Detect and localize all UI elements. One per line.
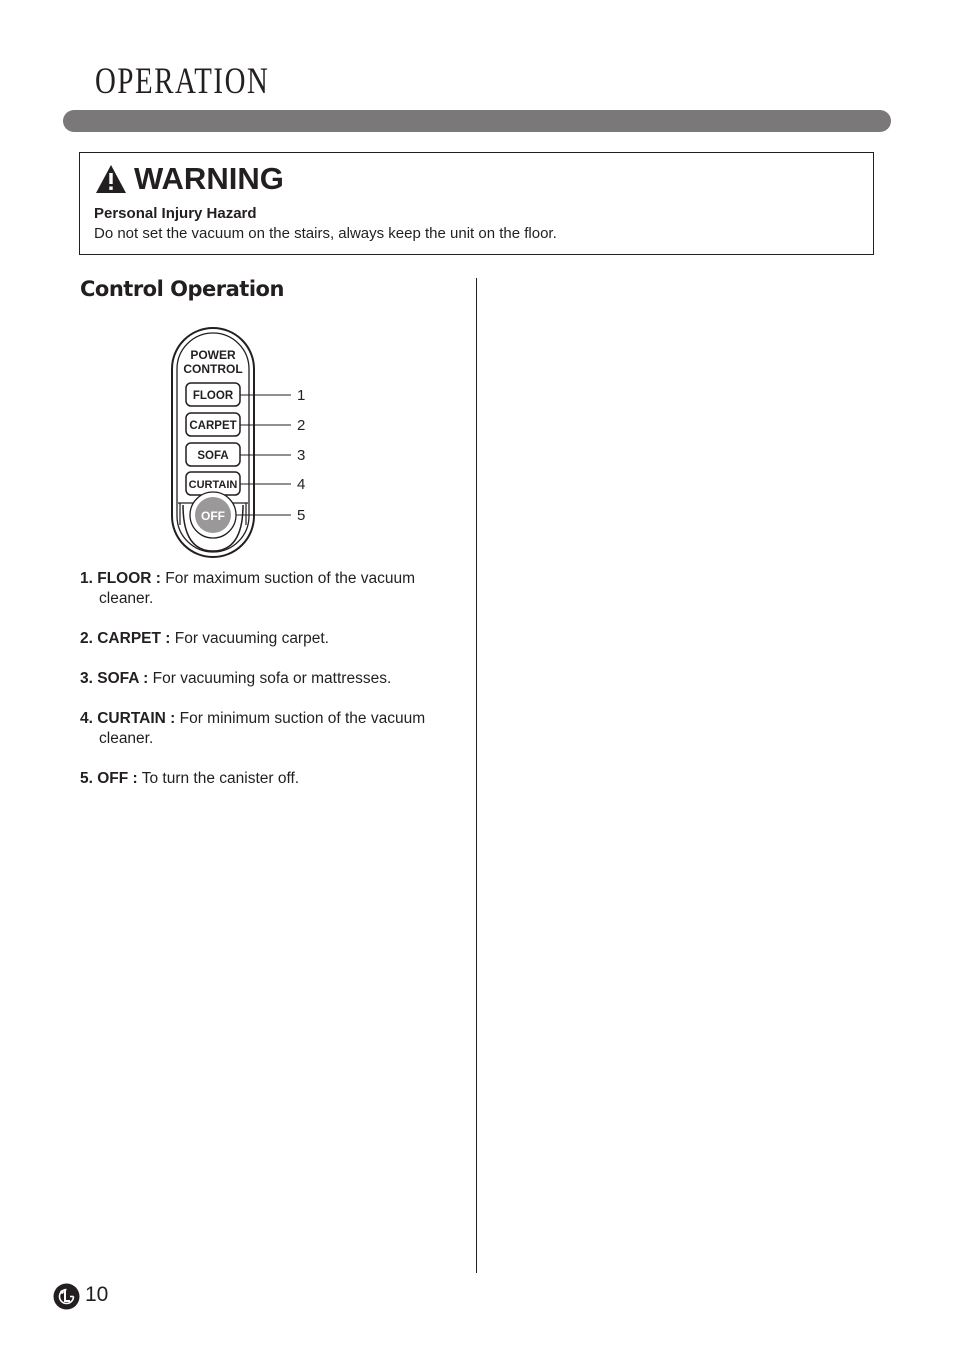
callout-5: 5: [297, 507, 306, 524]
curtain-button-label: CURTAIN: [188, 479, 238, 491]
item-text: For vacuuming sofa or mattresses.: [148, 670, 392, 687]
column-divider: [476, 278, 477, 1273]
list-item: [80, 569, 470, 609]
list-item: [80, 769, 470, 789]
page-number: 10: [85, 1283, 109, 1306]
section-title: Control Operation: [80, 277, 284, 301]
warning-box: [79, 152, 874, 255]
panel-label-control: CONTROL: [183, 362, 243, 376]
list-item: [80, 709, 470, 749]
hazard-title: Personal Injury Hazard: [94, 205, 257, 222]
item-label: 1. FLOOR :: [80, 570, 161, 587]
warning-triangle-icon: [94, 163, 128, 195]
list-item: [80, 669, 470, 689]
item-label: 3. SOFA :: [80, 670, 149, 687]
page-title: OPERATION: [95, 61, 270, 102]
callout-2: 2: [297, 417, 306, 434]
hazard-text: Do not set the vacuum on the stairs, always keep the unit on the floor.: [94, 225, 557, 242]
item-label: 5. OFF :: [80, 770, 138, 787]
header-bar: [63, 110, 891, 132]
item-label: 2. CARPET :: [80, 630, 171, 647]
item-text: For minimum suction of the vacuum cleaner.: [99, 710, 426, 747]
carpet-button-label: CARPET: [189, 420, 237, 432]
power-control-diagram: [168, 325, 318, 561]
warning-header: [94, 161, 284, 197]
warning-title: WARNING: [134, 161, 284, 196]
callout-3: 3: [297, 447, 306, 464]
floor-button-label: FLOOR: [192, 390, 234, 402]
item-text: For vacuuming carpet.: [170, 630, 329, 647]
item-label: 4. CURTAIN :: [80, 710, 176, 727]
off-button-label: OFF: [201, 509, 225, 523]
control-description-list: [80, 569, 470, 809]
item-text: For maximum suction of the vacuum cleaner.: [99, 570, 416, 607]
sofa-button-label: SOFA: [197, 450, 229, 462]
callout-1: 1: [297, 387, 306, 404]
callout-4: 4: [297, 476, 306, 493]
panel-label-power: POWER: [190, 348, 236, 362]
list-item: [80, 629, 470, 649]
item-text: To turn the canister off.: [137, 770, 300, 787]
lg-logo-icon: [53, 1283, 80, 1310]
